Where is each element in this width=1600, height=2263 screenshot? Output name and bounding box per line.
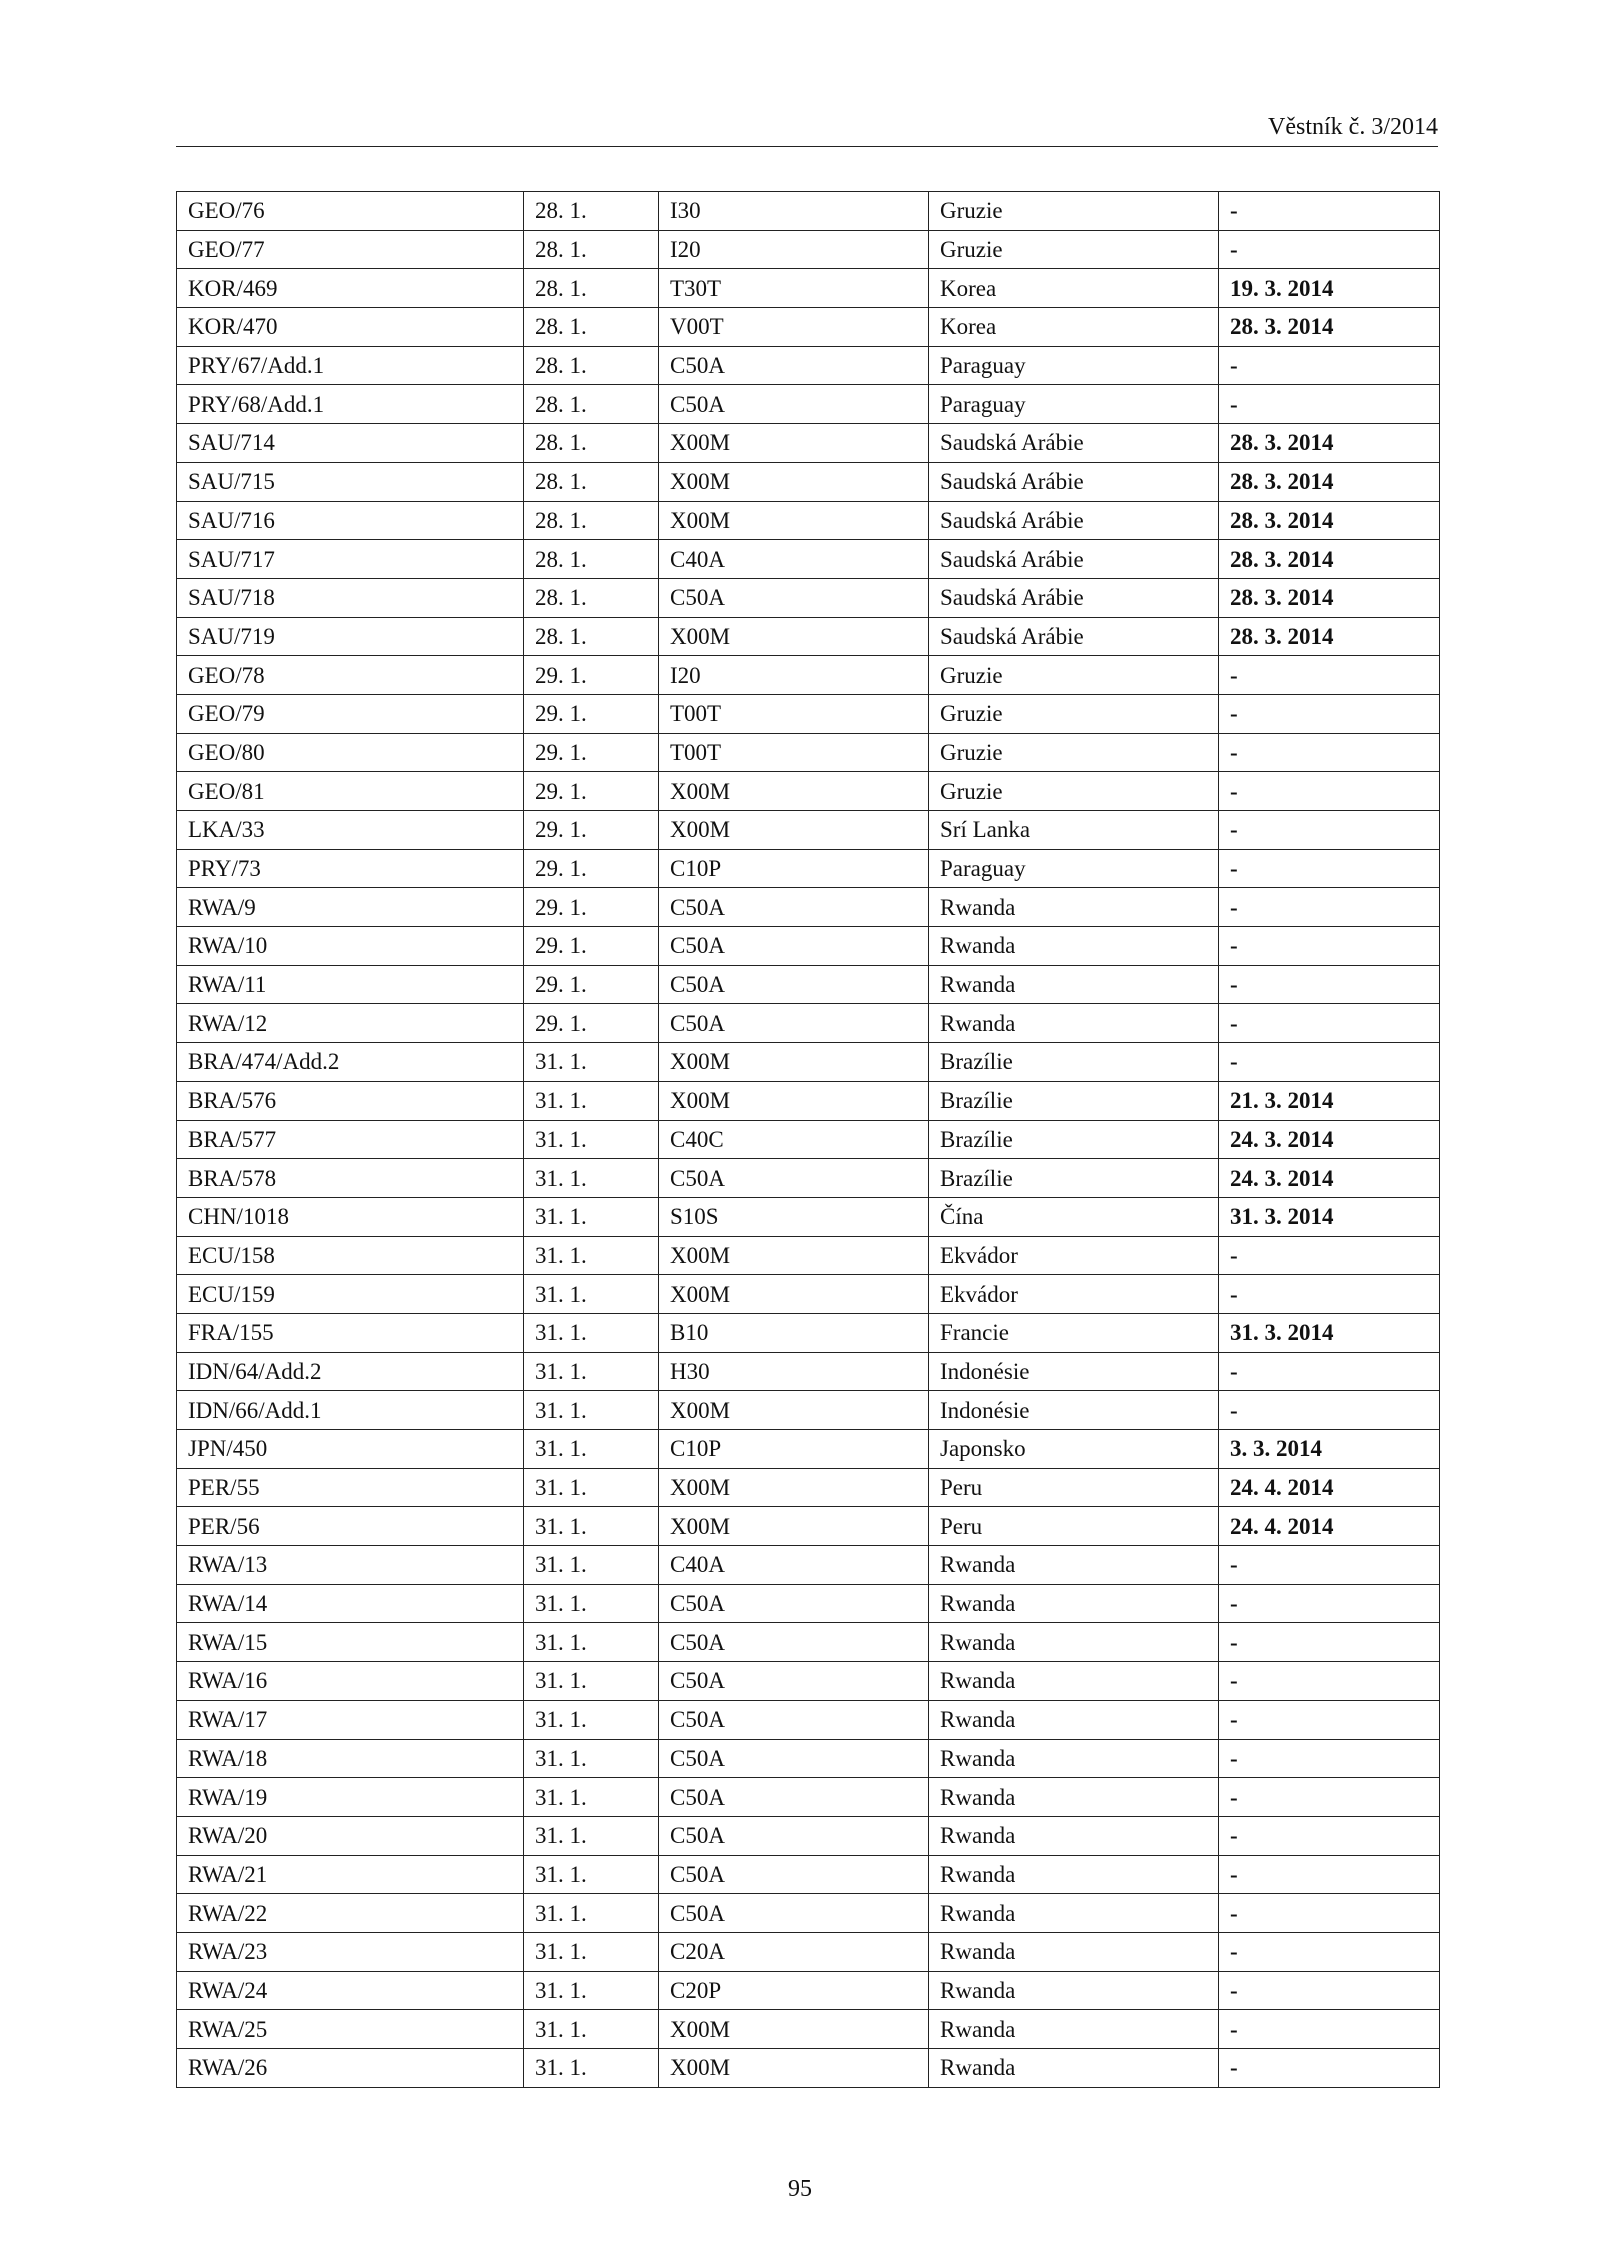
country-cell: Paraguay xyxy=(929,849,1219,888)
deadline-cell: 21. 3. 2014 xyxy=(1219,1081,1440,1120)
date-cell: 31. 1. xyxy=(524,1236,659,1275)
date-cell: 31. 1. xyxy=(524,2049,659,2088)
symbol-cell: GEO/79 xyxy=(177,694,524,733)
deadline-cell: 31. 3. 2014 xyxy=(1219,1313,1440,1352)
deadline-cell: 28. 3. 2014 xyxy=(1219,462,1440,501)
deadline-cell: - xyxy=(1219,1971,1440,2010)
code-cell: C50A xyxy=(659,1623,929,1662)
code-cell: I20 xyxy=(659,230,929,269)
code-cell: C50A xyxy=(659,888,929,927)
table-row xyxy=(177,192,1440,231)
symbol-cell: BRA/577 xyxy=(177,1120,524,1159)
date-cell: 31. 1. xyxy=(524,1120,659,1159)
country-cell: Paraguay xyxy=(929,385,1219,424)
date-cell: 31. 1. xyxy=(524,1855,659,1894)
code-cell: X00M xyxy=(659,1468,929,1507)
country-cell: Korea xyxy=(929,269,1219,308)
table-row xyxy=(177,1507,1440,1546)
deadline-cell: - xyxy=(1219,1623,1440,1662)
code-cell: I30 xyxy=(659,192,929,231)
deadline-cell: - xyxy=(1219,733,1440,772)
table-row xyxy=(177,927,1440,966)
symbol-cell: ECU/158 xyxy=(177,1236,524,1275)
symbol-cell: RWA/20 xyxy=(177,1816,524,1855)
date-cell: 29. 1. xyxy=(524,733,659,772)
country-cell: Rwanda xyxy=(929,1778,1219,1817)
table-row xyxy=(177,1352,1440,1391)
deadline-cell: 3. 3. 2014 xyxy=(1219,1430,1440,1469)
deadline-cell: 24. 4. 2014 xyxy=(1219,1468,1440,1507)
deadline-cell: 31. 3. 2014 xyxy=(1219,1197,1440,1236)
country-cell: Rwanda xyxy=(929,1623,1219,1662)
symbol-cell: LKA/33 xyxy=(177,811,524,850)
table-row xyxy=(177,1894,1440,1933)
code-cell: C10P xyxy=(659,1430,929,1469)
code-cell: X00M xyxy=(659,617,929,656)
symbol-cell: RWA/14 xyxy=(177,1584,524,1623)
code-cell: X00M xyxy=(659,1507,929,1546)
symbol-cell: IDN/64/Add.2 xyxy=(177,1352,524,1391)
deadline-cell: - xyxy=(1219,2049,1440,2088)
table-row xyxy=(177,346,1440,385)
deadline-cell: - xyxy=(1219,1739,1440,1778)
deadline-cell: - xyxy=(1219,1584,1440,1623)
symbol-cell: PRY/67/Add.1 xyxy=(177,346,524,385)
table-row xyxy=(177,1700,1440,1739)
deadline-cell: 28. 3. 2014 xyxy=(1219,578,1440,617)
symbol-cell: RWA/13 xyxy=(177,1546,524,1585)
country-cell: Saudská Arábie xyxy=(929,501,1219,540)
date-cell: 31. 1. xyxy=(524,1197,659,1236)
date-cell: 29. 1. xyxy=(524,811,659,850)
country-cell: Francie xyxy=(929,1313,1219,1352)
deadline-cell: - xyxy=(1219,927,1440,966)
country-cell: Rwanda xyxy=(929,1546,1219,1585)
deadline-cell: - xyxy=(1219,230,1440,269)
code-cell: C50A xyxy=(659,927,929,966)
code-cell: X00M xyxy=(659,501,929,540)
deadline-cell: - xyxy=(1219,2010,1440,2049)
country-cell: Rwanda xyxy=(929,1700,1219,1739)
date-cell: 31. 1. xyxy=(524,1352,659,1391)
symbol-cell: RWA/11 xyxy=(177,965,524,1004)
code-cell: C20P xyxy=(659,1971,929,2010)
code-cell: C50A xyxy=(659,1778,929,1817)
country-cell: Peru xyxy=(929,1507,1219,1546)
deadline-cell: - xyxy=(1219,656,1440,695)
symbol-cell: RWA/10 xyxy=(177,927,524,966)
country-cell: Rwanda xyxy=(929,888,1219,927)
date-cell: 31. 1. xyxy=(524,1468,659,1507)
country-cell: Rwanda xyxy=(929,965,1219,1004)
code-cell: T30T xyxy=(659,269,929,308)
deadline-cell: - xyxy=(1219,888,1440,927)
code-cell: C50A xyxy=(659,346,929,385)
date-cell: 29. 1. xyxy=(524,1004,659,1043)
code-cell: C20A xyxy=(659,1932,929,1971)
code-cell: X00M xyxy=(659,1236,929,1275)
code-cell: C50A xyxy=(659,1855,929,1894)
deadline-cell: - xyxy=(1219,694,1440,733)
table-row xyxy=(177,1662,1440,1701)
symbol-cell: RWA/19 xyxy=(177,1778,524,1817)
symbol-cell: GEO/77 xyxy=(177,230,524,269)
deadline-cell: 24. 3. 2014 xyxy=(1219,1159,1440,1198)
date-cell: 29. 1. xyxy=(524,965,659,1004)
date-cell: 31. 1. xyxy=(524,1816,659,1855)
country-cell: Brazílie xyxy=(929,1159,1219,1198)
symbol-cell: FRA/155 xyxy=(177,1313,524,1352)
table-row xyxy=(177,772,1440,811)
date-cell: 29. 1. xyxy=(524,888,659,927)
deadline-cell: - xyxy=(1219,1932,1440,1971)
code-cell: C50A xyxy=(659,965,929,1004)
symbol-cell: RWA/25 xyxy=(177,2010,524,2049)
symbol-cell: PRY/68/Add.1 xyxy=(177,385,524,424)
deadline-cell: - xyxy=(1219,811,1440,850)
date-cell: 31. 1. xyxy=(524,1971,659,2010)
date-cell: 31. 1. xyxy=(524,1430,659,1469)
country-cell: Saudská Arábie xyxy=(929,540,1219,579)
symbol-cell: BRA/474/Add.2 xyxy=(177,1043,524,1082)
deadline-cell: 28. 3. 2014 xyxy=(1219,617,1440,656)
country-cell: Brazílie xyxy=(929,1043,1219,1082)
symbol-cell: PRY/73 xyxy=(177,849,524,888)
table-row xyxy=(177,617,1440,656)
country-cell: Rwanda xyxy=(929,1932,1219,1971)
table-row xyxy=(177,1159,1440,1198)
deadline-cell: - xyxy=(1219,1352,1440,1391)
code-cell: C50A xyxy=(659,1584,929,1623)
code-cell: C40A xyxy=(659,1546,929,1585)
date-cell: 29. 1. xyxy=(524,656,659,695)
date-cell: 31. 1. xyxy=(524,1275,659,1314)
page-header xyxy=(176,110,1438,147)
table-row xyxy=(177,1004,1440,1043)
date-cell: 28. 1. xyxy=(524,308,659,347)
symbol-cell: BRA/578 xyxy=(177,1159,524,1198)
page-number: 95 xyxy=(788,2176,812,2202)
notifications-table xyxy=(176,191,1440,2088)
deadline-cell: - xyxy=(1219,849,1440,888)
code-cell: C50A xyxy=(659,578,929,617)
code-cell: C50A xyxy=(659,1894,929,1933)
deadline-cell: - xyxy=(1219,1816,1440,1855)
table-row xyxy=(177,1584,1440,1623)
table-row xyxy=(177,1043,1440,1082)
date-cell: 28. 1. xyxy=(524,462,659,501)
country-cell: Japonsko xyxy=(929,1430,1219,1469)
country-cell: Brazílie xyxy=(929,1120,1219,1159)
table-row xyxy=(177,424,1440,463)
journal-title: Věstník č. 3/2014 xyxy=(1268,114,1438,140)
symbol-cell: JPN/450 xyxy=(177,1430,524,1469)
symbol-cell: RWA/23 xyxy=(177,1932,524,1971)
code-cell: C50A xyxy=(659,385,929,424)
symbol-cell: PER/56 xyxy=(177,1507,524,1546)
code-cell: I20 xyxy=(659,656,929,695)
deadline-cell: - xyxy=(1219,1778,1440,1817)
country-cell: Rwanda xyxy=(929,1004,1219,1043)
table-row xyxy=(177,269,1440,308)
symbol-cell: SAU/719 xyxy=(177,617,524,656)
code-cell: X00M xyxy=(659,2010,929,2049)
table-row xyxy=(177,1739,1440,1778)
date-cell: 31. 1. xyxy=(524,1507,659,1546)
country-cell: Saudská Arábie xyxy=(929,578,1219,617)
table-row xyxy=(177,656,1440,695)
country-cell: Ekvádor xyxy=(929,1236,1219,1275)
code-cell: V00T xyxy=(659,308,929,347)
symbol-cell: KOR/469 xyxy=(177,269,524,308)
table-row xyxy=(177,308,1440,347)
table-row xyxy=(177,811,1440,850)
date-cell: 29. 1. xyxy=(524,927,659,966)
deadline-cell: 24. 3. 2014 xyxy=(1219,1120,1440,1159)
symbol-cell: RWA/22 xyxy=(177,1894,524,1933)
table-row xyxy=(177,1623,1440,1662)
code-cell: T00T xyxy=(659,733,929,772)
table-row xyxy=(177,2049,1440,2088)
symbol-cell: BRA/576 xyxy=(177,1081,524,1120)
table-row xyxy=(177,1971,1440,2010)
symbol-cell: SAU/714 xyxy=(177,424,524,463)
symbol-cell: KOR/470 xyxy=(177,308,524,347)
symbol-cell: SAU/717 xyxy=(177,540,524,579)
deadline-cell: - xyxy=(1219,1662,1440,1701)
date-cell: 28. 1. xyxy=(524,578,659,617)
code-cell: B10 xyxy=(659,1313,929,1352)
code-cell: X00M xyxy=(659,2049,929,2088)
country-cell: Gruzie xyxy=(929,733,1219,772)
symbol-cell: GEO/81 xyxy=(177,772,524,811)
country-cell: Gruzie xyxy=(929,694,1219,733)
date-cell: 31. 1. xyxy=(524,1313,659,1352)
country-cell: Rwanda xyxy=(929,1662,1219,1701)
table-row xyxy=(177,694,1440,733)
date-cell: 29. 1. xyxy=(524,772,659,811)
country-cell: Brazílie xyxy=(929,1081,1219,1120)
date-cell: 28. 1. xyxy=(524,501,659,540)
table-row xyxy=(177,2010,1440,2049)
table-row xyxy=(177,385,1440,424)
code-cell: X00M xyxy=(659,1275,929,1314)
country-cell: Korea xyxy=(929,308,1219,347)
code-cell: X00M xyxy=(659,424,929,463)
date-cell: 28. 1. xyxy=(524,424,659,463)
country-cell: Saudská Arábie xyxy=(929,424,1219,463)
date-cell: 28. 1. xyxy=(524,385,659,424)
deadline-cell: - xyxy=(1219,1894,1440,1933)
date-cell: 29. 1. xyxy=(524,849,659,888)
table-row xyxy=(177,888,1440,927)
deadline-cell: - xyxy=(1219,1855,1440,1894)
date-cell: 31. 1. xyxy=(524,1391,659,1430)
code-cell: H30 xyxy=(659,1352,929,1391)
symbol-cell: PER/55 xyxy=(177,1468,524,1507)
date-cell: 28. 1. xyxy=(524,192,659,231)
date-cell: 31. 1. xyxy=(524,1584,659,1623)
deadline-cell: - xyxy=(1219,1391,1440,1430)
symbol-cell: GEO/78 xyxy=(177,656,524,695)
symbol-cell: RWA/26 xyxy=(177,2049,524,2088)
symbol-cell: RWA/17 xyxy=(177,1700,524,1739)
symbol-cell: RWA/12 xyxy=(177,1004,524,1043)
code-cell: C50A xyxy=(659,1004,929,1043)
country-cell: Gruzie xyxy=(929,230,1219,269)
country-cell: Rwanda xyxy=(929,1894,1219,1933)
table-row xyxy=(177,849,1440,888)
table-row xyxy=(177,501,1440,540)
country-cell: Ekvádor xyxy=(929,1275,1219,1314)
code-cell: S10S xyxy=(659,1197,929,1236)
table-row xyxy=(177,1391,1440,1430)
date-cell: 31. 1. xyxy=(524,1778,659,1817)
code-cell: C40A xyxy=(659,540,929,579)
code-cell: T00T xyxy=(659,694,929,733)
code-cell: C50A xyxy=(659,1700,929,1739)
date-cell: 31. 1. xyxy=(524,1043,659,1082)
country-cell: Rwanda xyxy=(929,2010,1219,2049)
code-cell: X00M xyxy=(659,1081,929,1120)
deadline-cell: 28. 3. 2014 xyxy=(1219,501,1440,540)
deadline-cell: - xyxy=(1219,1546,1440,1585)
date-cell: 29. 1. xyxy=(524,694,659,733)
country-cell: Rwanda xyxy=(929,2049,1219,2088)
table-row xyxy=(177,230,1440,269)
deadline-cell: - xyxy=(1219,1700,1440,1739)
table-row xyxy=(177,462,1440,501)
table-row xyxy=(177,965,1440,1004)
symbol-cell: ECU/159 xyxy=(177,1275,524,1314)
deadline-cell: - xyxy=(1219,1236,1440,1275)
deadline-cell: - xyxy=(1219,385,1440,424)
date-cell: 31. 1. xyxy=(524,1081,659,1120)
country-cell: Gruzie xyxy=(929,192,1219,231)
code-cell: X00M xyxy=(659,462,929,501)
deadline-cell: 19. 3. 2014 xyxy=(1219,269,1440,308)
date-cell: 28. 1. xyxy=(524,230,659,269)
table-row xyxy=(177,1236,1440,1275)
country-cell: Rwanda xyxy=(929,1584,1219,1623)
country-cell: Indonésie xyxy=(929,1391,1219,1430)
code-cell: C10P xyxy=(659,849,929,888)
code-cell: C40C xyxy=(659,1120,929,1159)
code-cell: C50A xyxy=(659,1816,929,1855)
symbol-cell: SAU/718 xyxy=(177,578,524,617)
table-row xyxy=(177,578,1440,617)
deadline-cell: - xyxy=(1219,965,1440,1004)
symbol-cell: RWA/15 xyxy=(177,1623,524,1662)
symbol-cell: RWA/24 xyxy=(177,1971,524,2010)
deadline-cell: 24. 4. 2014 xyxy=(1219,1507,1440,1546)
date-cell: 31. 1. xyxy=(524,1159,659,1198)
date-cell: 31. 1. xyxy=(524,1700,659,1739)
table-row xyxy=(177,540,1440,579)
date-cell: 28. 1. xyxy=(524,346,659,385)
country-cell: Srí Lanka xyxy=(929,811,1219,850)
country-cell: Gruzie xyxy=(929,656,1219,695)
country-cell: Peru xyxy=(929,1468,1219,1507)
country-cell: Saudská Arábie xyxy=(929,617,1219,656)
deadline-cell: - xyxy=(1219,192,1440,231)
date-cell: 31. 1. xyxy=(524,1546,659,1585)
date-cell: 31. 1. xyxy=(524,1894,659,1933)
deadline-cell: 28. 3. 2014 xyxy=(1219,424,1440,463)
date-cell: 31. 1. xyxy=(524,1739,659,1778)
table-body xyxy=(177,192,1440,2088)
date-cell: 31. 1. xyxy=(524,1623,659,1662)
date-cell: 28. 1. xyxy=(524,617,659,656)
deadline-cell: 28. 3. 2014 xyxy=(1219,308,1440,347)
country-cell: Saudská Arábie xyxy=(929,462,1219,501)
country-cell: Gruzie xyxy=(929,772,1219,811)
symbol-cell: RWA/18 xyxy=(177,1739,524,1778)
table-row xyxy=(177,1855,1440,1894)
table-row xyxy=(177,1430,1440,1469)
code-cell: C50A xyxy=(659,1739,929,1778)
table-row xyxy=(177,1932,1440,1971)
table-row xyxy=(177,1546,1440,1585)
date-cell: 28. 1. xyxy=(524,269,659,308)
code-cell: X00M xyxy=(659,1043,929,1082)
code-cell: C50A xyxy=(659,1159,929,1198)
symbol-cell: CHN/1018 xyxy=(177,1197,524,1236)
symbol-cell: RWA/21 xyxy=(177,1855,524,1894)
code-cell: X00M xyxy=(659,811,929,850)
country-cell: Indonésie xyxy=(929,1352,1219,1391)
country-cell: Paraguay xyxy=(929,346,1219,385)
country-cell: Rwanda xyxy=(929,1971,1219,2010)
country-cell: Čína xyxy=(929,1197,1219,1236)
symbol-cell: RWA/16 xyxy=(177,1662,524,1701)
code-cell: X00M xyxy=(659,772,929,811)
deadline-cell: - xyxy=(1219,1275,1440,1314)
country-cell: Rwanda xyxy=(929,1816,1219,1855)
country-cell: Rwanda xyxy=(929,927,1219,966)
table-row xyxy=(177,1778,1440,1817)
country-cell: Rwanda xyxy=(929,1855,1219,1894)
code-cell: C50A xyxy=(659,1662,929,1701)
deadline-cell: - xyxy=(1219,1004,1440,1043)
symbol-cell: SAU/715 xyxy=(177,462,524,501)
table-row xyxy=(177,1197,1440,1236)
date-cell: 31. 1. xyxy=(524,2010,659,2049)
country-cell: Rwanda xyxy=(929,1739,1219,1778)
table-row xyxy=(177,1313,1440,1352)
deadline-cell: - xyxy=(1219,1043,1440,1082)
table-row xyxy=(177,1468,1440,1507)
table-row xyxy=(177,733,1440,772)
deadline-cell: - xyxy=(1219,346,1440,385)
date-cell: 28. 1. xyxy=(524,540,659,579)
code-cell: X00M xyxy=(659,1391,929,1430)
symbol-cell: IDN/66/Add.1 xyxy=(177,1391,524,1430)
symbol-cell: RWA/9 xyxy=(177,888,524,927)
table-row xyxy=(177,1816,1440,1855)
date-cell: 31. 1. xyxy=(524,1662,659,1701)
table-row xyxy=(177,1120,1440,1159)
deadline-cell: - xyxy=(1219,772,1440,811)
symbol-cell: GEO/76 xyxy=(177,192,524,231)
date-cell: 31. 1. xyxy=(524,1932,659,1971)
table-row xyxy=(177,1275,1440,1314)
symbol-cell: GEO/80 xyxy=(177,733,524,772)
table-row xyxy=(177,1081,1440,1120)
deadline-cell: 28. 3. 2014 xyxy=(1219,540,1440,579)
symbol-cell: SAU/716 xyxy=(177,501,524,540)
